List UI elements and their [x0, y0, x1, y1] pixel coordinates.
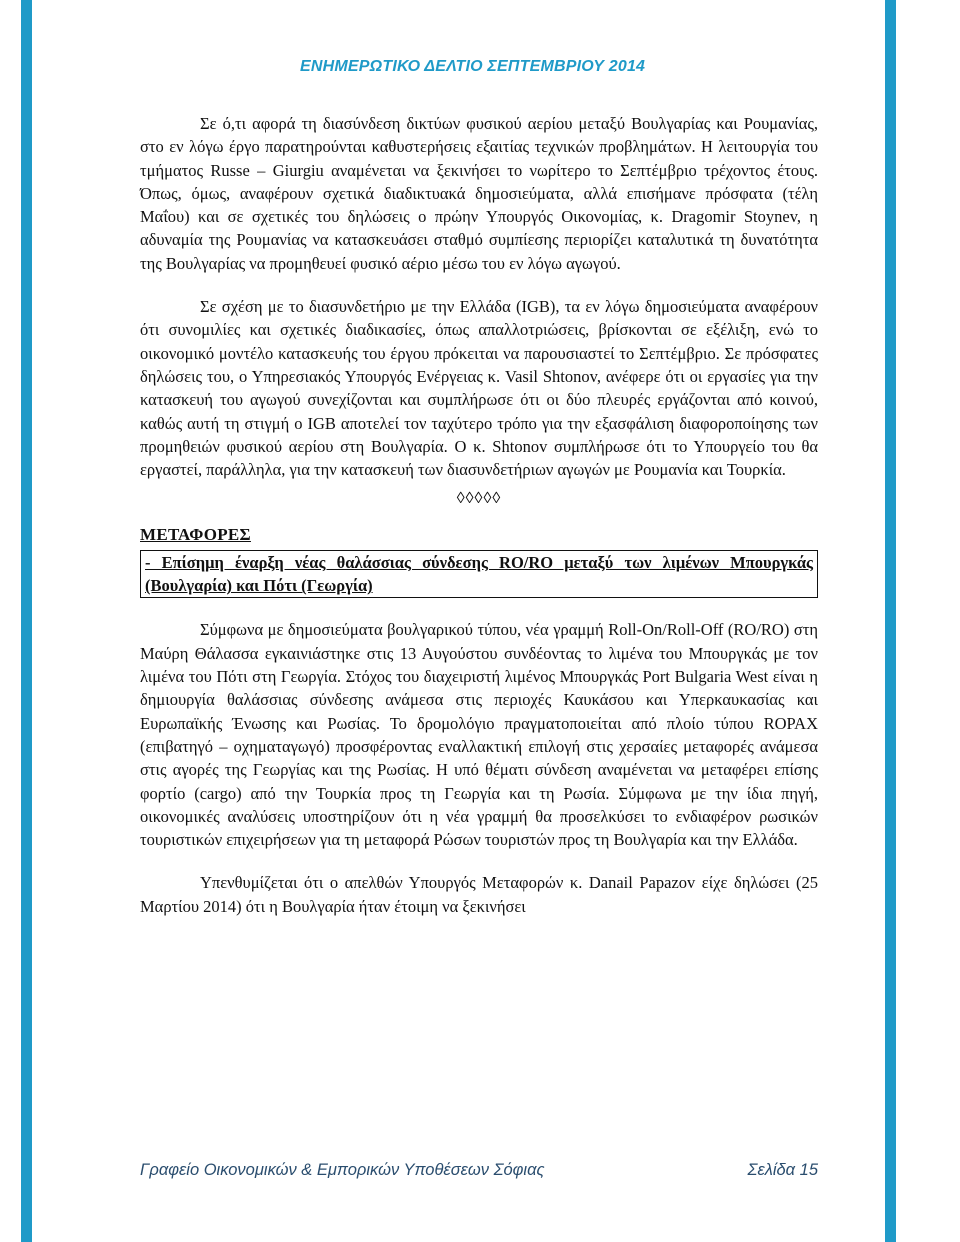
page-header-title: ΕΝΗΜΕΡΩΤΙΚΟ ΔΕΛΤΙΟ ΣΕΠΤΕΜΒΡΙΟΥ 2014: [300, 58, 646, 75]
paragraph-roro-line: Σύμφωνα με δημοσιεύματα βουλγαρικού τύπου, νέα γραμμή Roll-On/Roll-Off (RO/RO) στη Μαύρη Θάλασσα εγκαινιάστηκε στις 13 Αυγούστου συνδέοντας το λιμένα του Μπουργκάς με τον λιμένα του Πότι στη Γεωργία. Στόχος του διαχειριστή λιμένος Μπουργκάς Port Bulgaria West είναι η δημιουργία θαλάσσιας σύνδεσης ανάμεσα στις περιοχές Καυκάσου και Υπερκαυκασίας και Ευρωπαϊκής Ένωσης και Ρωσίας. Το δρομολόγιο πραγματοποιείται από πλοίο τύπου ROPAX (επιβατηγό – οχηματαγωγό) προσφέροντας εναλλακτική επιλογή στις χερσαίες μεταφορές ανάμεσα στις αγορές της Γεωργίας και της Ρωσίας. Η υπό θέματι σύνδεση αναμένεται να μεταφέρει επίσης φορτίο (cargo) από την Τουρκία προς τη Γεωργία και τη Ρωσία. Σύμφωνα με την ίδια πηγή, οικονομικές αναλύσεις υποστηρίζουν ότι η νέα γραμμή θα προσελκύσει το ενδιαφέρον ρωσικών τουριστικών επιχειρήσεων για τη μεταφορά Ρώσων τουριστών προς τη Βουλγαρία και την Ελλάδα.: [140, 620, 818, 850]
boxed-subheading: - Επίσημη έναρξη νέας θαλάσσιας σύνδεσης RO/RO μεταξύ των λιμένων Μπουργκάς (Βουλγαρία) και Πότι (Γεωργία): [140, 550, 818, 598]
footer-office-name: Γραφείο Οικονομικών & Εμπορικών Υποθέσεων Σόφιας: [140, 1161, 545, 1179]
page-footer: [140, 1161, 818, 1180]
paragraph-papazov-statement: Υπενθυμίζεται ότι ο απελθών Υπουργός Μεταφορών κ. Danail Papazov είχε δηλώσει (25 Μαρτίου 2014) ότι η Βουλγαρία ήταν έτοιμη να ξεκινήσει: [140, 873, 818, 916]
left-margin-bar: [21, 0, 32, 1242]
paragraph-gas-interconnector-romania: Σε ό,τι αφορά τη διασύνδεση δικτύων φυσικού αερίου μεταξύ Βουλγαρίας και Ρουμανίας, στο εν λόγω έργο παρατηρούνται καθυστερήσεις εξαιτίας τεχνικών προβλημάτων. Η λειτουργία του τμήματος Russe – Giurgiu αναμένεται να ξεκινήσει το νωρίτερο το Σεπτέμβριο τρέχοντος έτους. Όπως, όμως, αναφέρουν σχετικά διαδικτυακά δημοσιεύματα, αλλά επισήμανε πρόσφατα (τέλη Μαΐου) και σε σχετικές του δηλώσεις ο πρώην Υπουργός Οικονομίας, κ. Dragomir Stoynev, η αδυναμία της Ρουμανίας να κατασκευάσει σταθμό συμπίεσης περιορίζει καταλυτικά τη δυνατότητα της Βουλγαρίας να προμηθευεί φυσικό αέριο μέσω του εν λόγω αγωγού.: [140, 114, 818, 273]
section-separator: ◊◊◊◊◊: [456, 490, 502, 508]
footer-page-number: Σελίδα 15: [747, 1161, 818, 1179]
paragraph-igb-greece: Σε σχέση με το διασυνδετήριο με την Ελλάδα (IGB), τα εν λόγω δημοσιεύματα αναφέρουν ότι συνομιλίες και σχετικές διαδικασίες, όπως απαλλοτριώσεις, βρίσκονται σε εξέλιξη, ενώ το οικονομικό μοντέλο κατασκευής του έργου πρόκειται να παρουσιαστεί το Σεπτέμβριο. Σε πρόσφατες δηλώσεις του, ο Υπηρεσιακός Υπουργός Ενέργειας κ. Vasil Shtonov, ανέφερε ότι οι εργασίες για την κατασκευή του αγωγού συνεχίζονται και συμπλήρωσε ότι οι δύο πλευρές εργάζονται από κοινού, καθώς αυτή τη στιγμή ο IGB αποτελεί τον ταχύτερο τρόπο για την εξασφάλιση διαφοροποίησης των προμηθειών φυσικού αερίου στη Βουλγαρία. Ο κ. Shtonov συμπλήρωσε ότι το Υπουργείο του θα εργαστεί, παράλληλα, για την κατασκευή των διασυνδετήριων αγωγών με Ρουμανία και Τουρκία.: [140, 297, 818, 480]
document-body: [140, 112, 818, 918]
section-heading-transport: ΜΕΤΑΦΟΡΕΣ: [140, 525, 251, 545]
right-margin-bar: [885, 0, 896, 1242]
